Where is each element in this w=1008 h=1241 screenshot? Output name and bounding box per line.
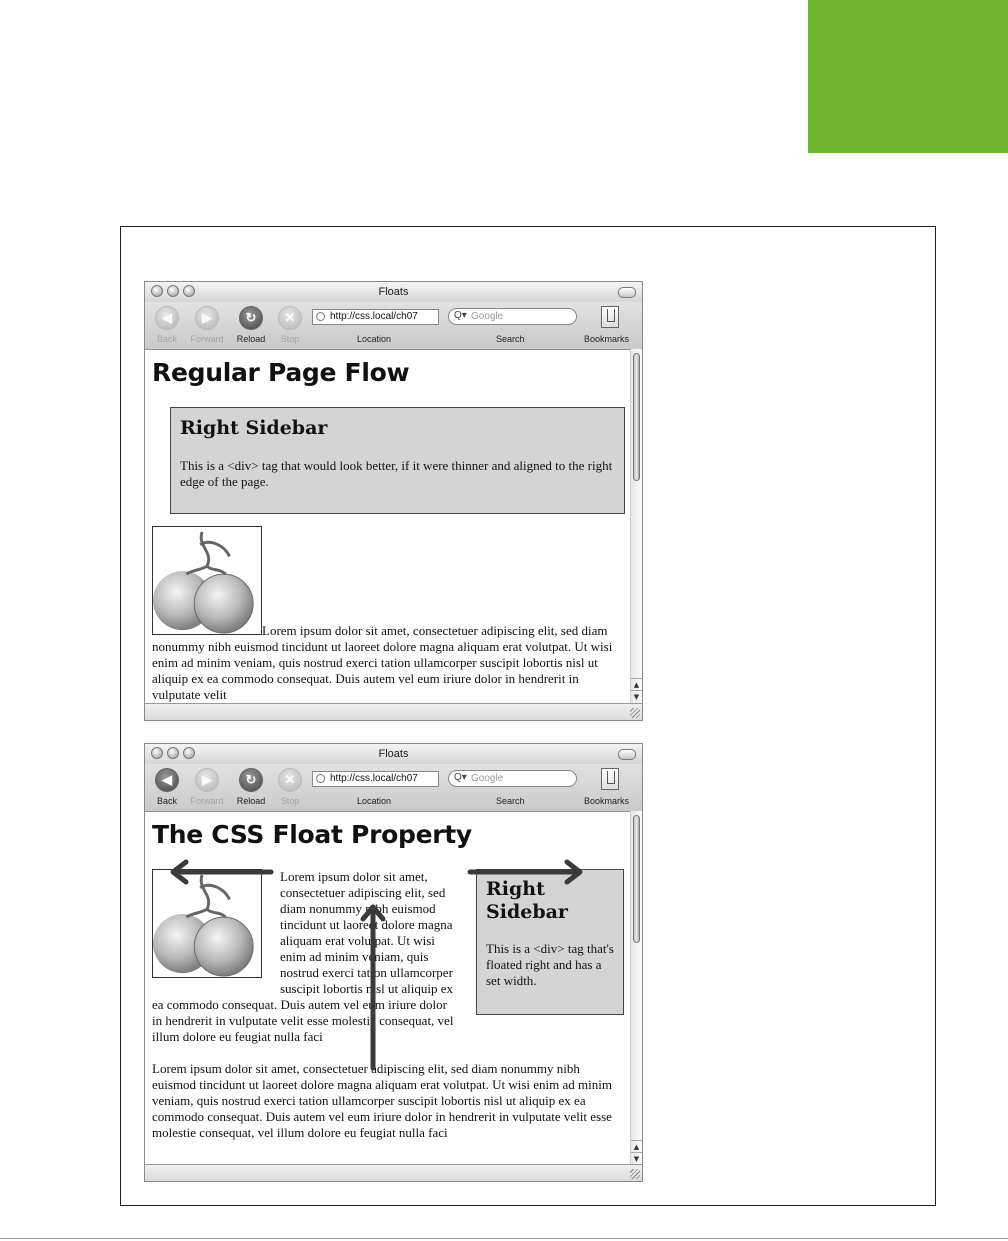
vertical-scrollbar[interactable] (630, 349, 642, 704)
globe-icon (316, 312, 325, 321)
body-paragraph (152, 526, 624, 703)
sidebar-title: Right Sidebar (180, 417, 328, 439)
resize-grip-icon[interactable] (630, 1169, 640, 1179)
search-input[interactable] (448, 308, 577, 325)
location-caption: Location (357, 334, 392, 344)
stop-button[interactable] (269, 768, 311, 806)
back-icon: ◀ (155, 306, 179, 330)
bookmarks-caption[interactable]: Bookmarks (584, 334, 630, 344)
page-title: Regular Page Flow (152, 358, 410, 387)
reload-label: Reload (236, 334, 266, 344)
tomato-image (152, 526, 262, 635)
stop-label: Stop (280, 334, 300, 344)
bookmarks-caption[interactable]: Bookmarks (584, 796, 630, 806)
reload-label: Reload (236, 796, 266, 806)
paragraph-one: Lorem ipsum dolor sit amet, consectetuer adipiscing elit, sed diam nonummy nibh euismod tincidunt ut laoreet dolore magna aliquam erat volutpat. Ut wisi enim ad minim veniam, quis nostrud exerci tation ullamcorper suscipit lobortis nisl ut aliquip ex ea commodo consequat. Duis autem vel eum iriure dolor in hendrerit in vulputate velit esse molestie consequat, vel illum dolore eu feugiat nulla faci (152, 869, 454, 1044)
page-content (145, 811, 631, 1166)
browser-toolbar (145, 302, 642, 350)
chapter-tab (808, 0, 1008, 153)
browser-toolbar (145, 764, 642, 812)
toolbar-toggle-button[interactable] (618, 749, 636, 760)
scroll-thumb[interactable] (633, 815, 640, 943)
browser-window-float-property (144, 743, 643, 1182)
toolbar-toggle-button[interactable] (618, 287, 636, 298)
location-caption: Location (357, 796, 392, 806)
floated-right-sidebar (476, 869, 624, 1015)
search-input[interactable] (448, 770, 577, 787)
sidebar-text: This is a <div> tag that's floated right and has a set width. (486, 941, 614, 988)
stop-icon: ✕ (278, 306, 302, 330)
scroll-up-arrow-icon[interactable]: ▲ (631, 678, 642, 691)
sidebar-title: Right Sidebar (486, 878, 568, 923)
url-text: http://css.local/ch07 (330, 773, 418, 784)
search-caption: Search (496, 334, 525, 344)
bookmarks-icon[interactable] (601, 306, 619, 328)
scroll-down-arrow-icon[interactable]: ▼ (631, 690, 642, 703)
right-sidebar-box (170, 407, 625, 514)
float-layout (152, 869, 624, 1157)
search-placeholder: Google (471, 773, 504, 784)
search-icon: Q▾ (454, 772, 467, 783)
window-title: Floats (378, 748, 409, 760)
title-bar[interactable] (145, 282, 642, 302)
forward-icon: ▶ (195, 306, 219, 330)
reload-icon: ↻ (239, 768, 263, 792)
stop-label: Stop (280, 796, 300, 806)
reload-icon: ↻ (239, 306, 263, 330)
scroll-down-arrow-icon[interactable]: ▼ (631, 1152, 642, 1165)
title-bar[interactable] (145, 744, 642, 764)
scroll-thumb[interactable] (633, 353, 640, 481)
search-caption: Search (496, 796, 525, 806)
reload-button[interactable] (230, 306, 272, 344)
bookmarks-icon[interactable] (601, 768, 619, 790)
url-text: http://css.local/ch07 (330, 311, 418, 322)
sidebar-text: This is a <div> tag that would look better, if it were thinner and aligned to the right edge of the page. (180, 458, 613, 489)
forward-button[interactable] (186, 768, 228, 806)
back-icon: ◀ (155, 768, 179, 792)
reload-button[interactable] (230, 768, 272, 806)
location-field[interactable] (312, 309, 439, 325)
back-label: Back (156, 796, 177, 806)
page-content (145, 349, 631, 704)
body-text: Lorem ipsum dolor sit amet, consectetuer adipiscing elit, sed diam nonummy nibh euismod tincidunt ut laoreet dolore magna aliquam erat volutpat. Ut wisi enim ad minim veniam, quis nostrud exerci tation ullamcorper suscipit lobortis nisl ut aliquip ex ea commodo consequat. Duis autem vel eum iriure dolor in hendrerit in vulputate velit (152, 623, 613, 702)
back-button[interactable] (146, 306, 188, 344)
page-rule (0, 1238, 1008, 1239)
stop-icon: ✕ (278, 768, 302, 792)
globe-icon (316, 774, 325, 783)
status-bar (145, 1164, 642, 1181)
back-label: Back (156, 334, 177, 344)
browser-window-regular-flow (144, 281, 643, 721)
scroll-up-arrow-icon[interactable]: ▲ (631, 1140, 642, 1153)
paragraph-two: Lorem ipsum dolor sit amet, consectetuer adipiscing elit, sed diam nonummy nibh euismod tincidunt ut laoreet dolore magna aliquam erat volutpat. Ut wisi enim ad minim veniam, quis nostrud exerci tation ullamcorper suscipit lobortis nisl ut aliquip ex ea commodo consequat. Duis autem vel eum iriure dolor in hendrerit in vulputate velit esse molestie consequat, vel illum dolore eu feugiat nulla faci (152, 1061, 612, 1140)
tomato-image (152, 869, 262, 978)
back-button[interactable] (146, 768, 188, 806)
stop-button[interactable] (269, 306, 311, 344)
resize-grip-icon[interactable] (630, 708, 640, 718)
page-title: The CSS Float Property (152, 820, 472, 849)
vertical-scrollbar[interactable] (630, 811, 642, 1166)
forward-icon: ▶ (195, 768, 219, 792)
location-field[interactable] (312, 771, 439, 787)
window-title: Floats (378, 286, 409, 298)
forward-label: Forward (190, 334, 224, 344)
search-icon: Q▾ (454, 310, 467, 321)
forward-button[interactable] (186, 306, 228, 344)
forward-label: Forward (190, 796, 224, 806)
status-bar (145, 703, 642, 720)
search-placeholder: Google (471, 311, 504, 322)
